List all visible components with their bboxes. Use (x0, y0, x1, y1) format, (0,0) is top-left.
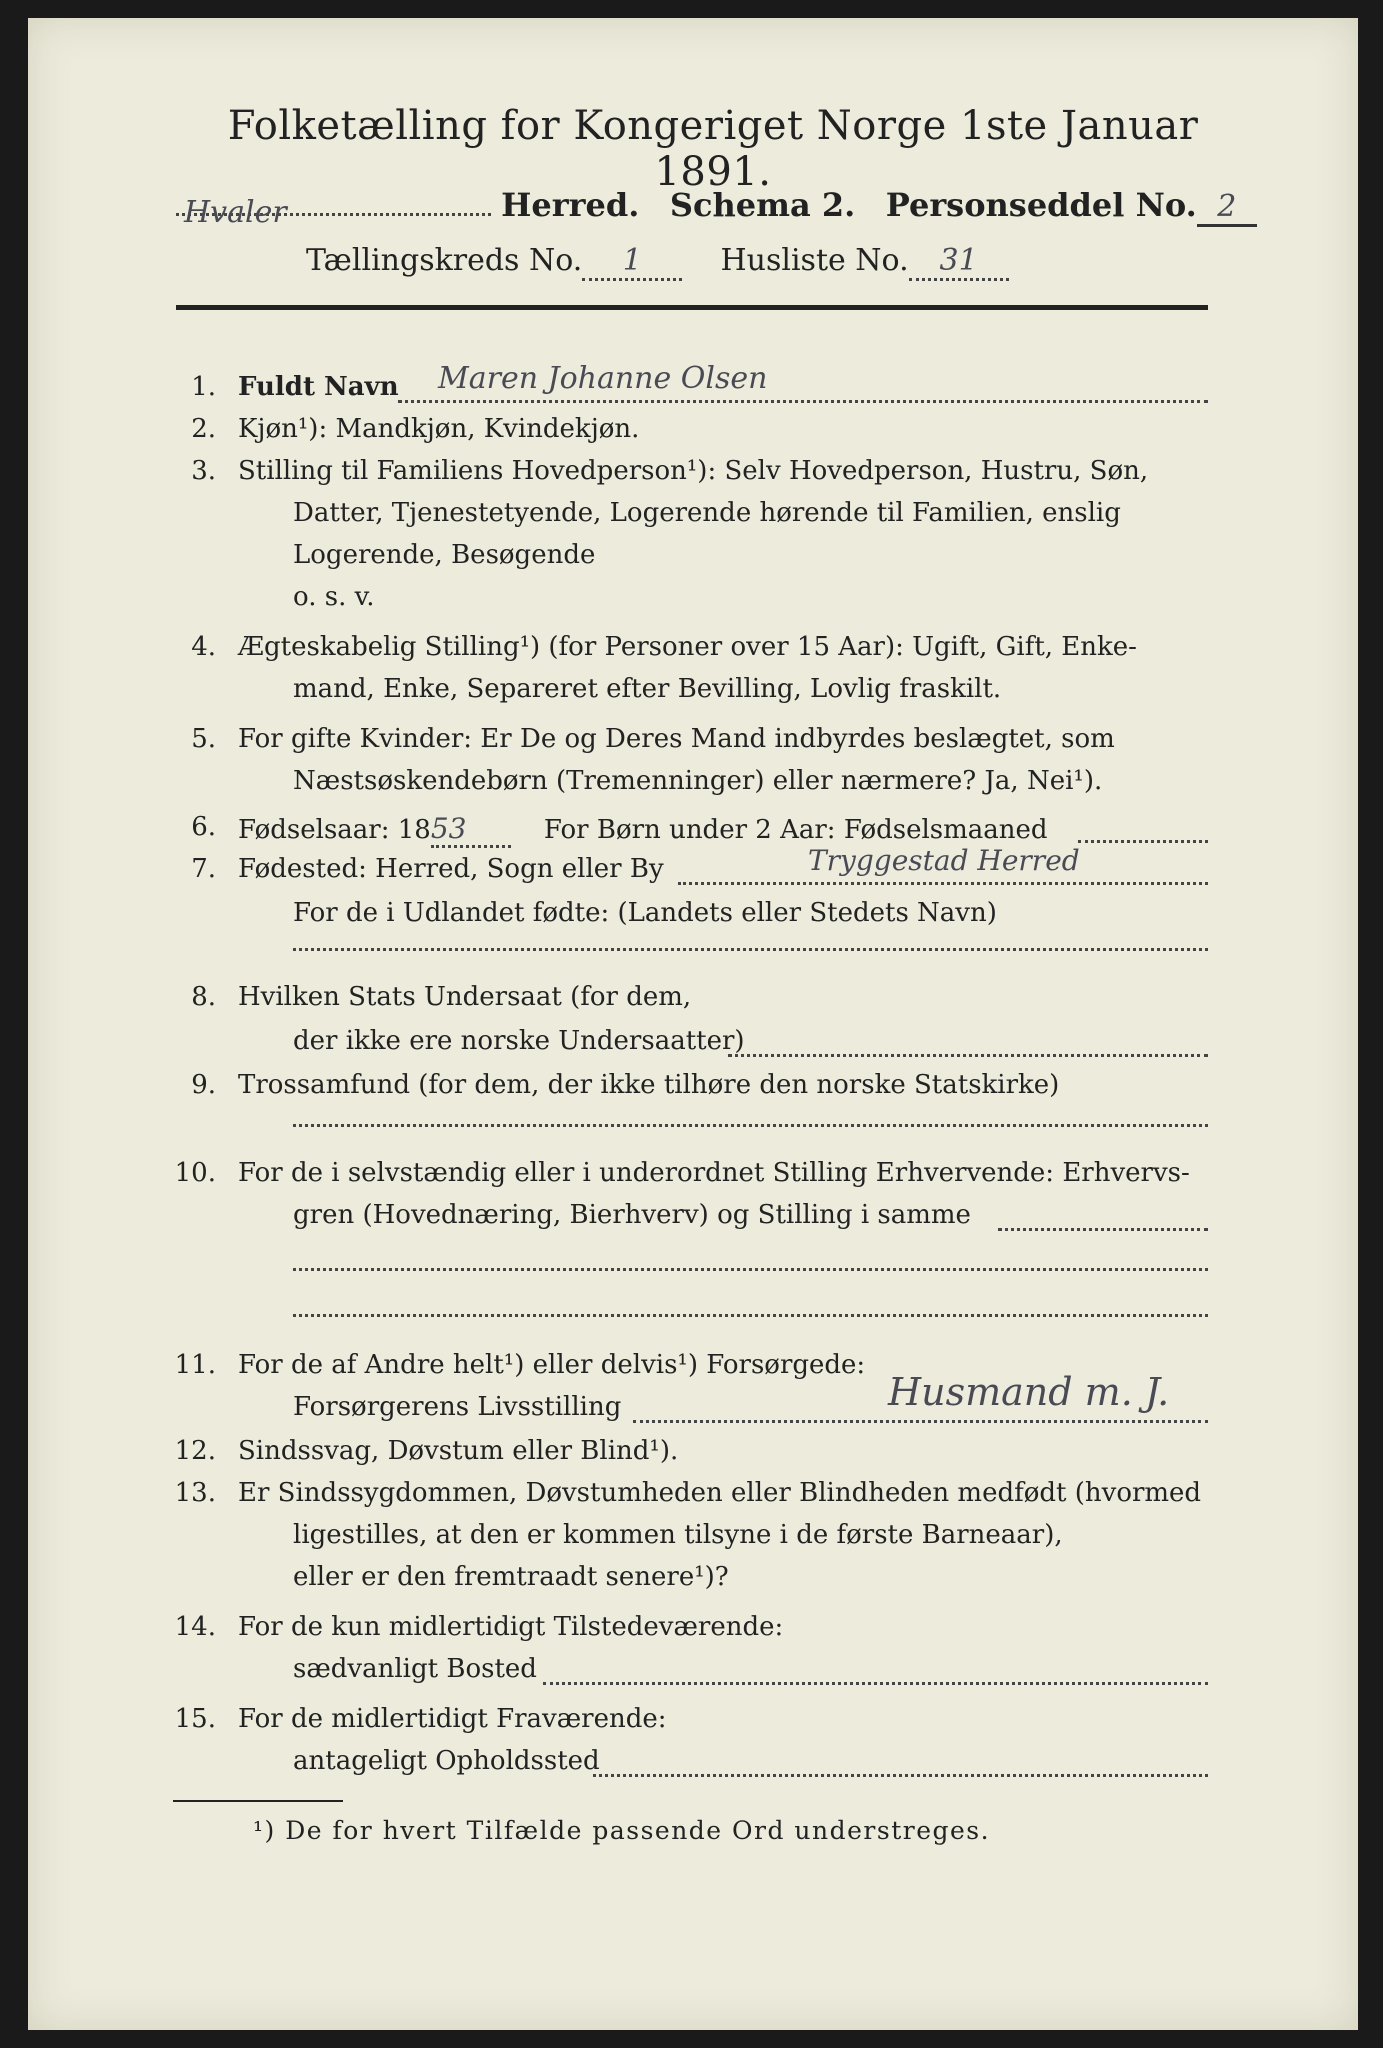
item-10-line2 (293, 1268, 1208, 1271)
kreds-line (306, 243, 1009, 281)
item-15-line (593, 1774, 1208, 1777)
item-11-answer: Husmand m. J. (888, 1370, 1170, 1414)
form-title: Folketælling for Kongeriget Norge 1ste Januar 1891. (227, 103, 1199, 195)
item-number: 3. (191, 456, 216, 486)
item-12-text1: Sindssvag, Døvstum eller Blind¹). (238, 1436, 679, 1466)
item-10-text2: gren (Hovednæring, Bierhverv) og Stilling i samme (293, 1200, 971, 1230)
item-number: 7. (191, 854, 216, 884)
item-number: 2. (191, 414, 216, 444)
footnote: ¹) De for hvert Tilfælde passende Ord understreges. (253, 1816, 991, 1845)
item-9-text1: Trossamfund (for dem, der ikke tilhøre den norske Statskirke) (238, 1070, 1060, 1100)
item-13-text1: Er Sindssygdommen, Døvstumheden eller Blindheden medfødt (hvormed (238, 1478, 1202, 1508)
item-5-text1: For gifte Kvinder: Er De og Deres Mand indbyrdes beslægtet, som (238, 724, 1115, 754)
item-15-text1: For de midlertidigt Fraværende: (238, 1704, 667, 1734)
item-10-line3 (293, 1314, 1208, 1317)
item-14-text2: sædvanligt Bosted (293, 1654, 537, 1684)
husliste-label: Husliste No. (720, 243, 909, 278)
item-number: 4. (191, 632, 216, 662)
item-6-text2: For Børn under 2 Aar: Fødselsmaaned (543, 815, 1048, 845)
item-11-text1: For de af Andre helt¹) eller delvis¹) Forsørgede: (238, 1350, 866, 1380)
item-11-line (633, 1420, 1208, 1423)
personseddel-label: Personseddel No. (885, 186, 1197, 224)
herred-label: Herred. (501, 186, 640, 224)
item-7-label: Fødested: Herred, Sogn eller By (238, 854, 664, 884)
item-3-text1: Stilling til Familiens Hovedperson¹): Selv Hovedperson, Hustru, Søn, (238, 456, 1149, 486)
item-number: 12. (174, 1436, 216, 1466)
item-14-text1: For de kun midlertidigt Tilstedeværende: (238, 1612, 784, 1642)
item-6-month-line (1078, 840, 1208, 843)
header-rule (176, 305, 1208, 310)
item-number: 8. (191, 982, 216, 1012)
item-8-text2: der ikke ere norske Undersaatter) (293, 1026, 745, 1056)
item-8-text1: Hvilken Stats Undersaat (for dem, (238, 982, 692, 1012)
kreds-label: Tællingskreds No. (306, 243, 583, 278)
item-3-text2: Datter, Tjenestetyende, Logerende hørende til Familien, enslig (293, 498, 1121, 528)
item-5-text2: Næstsøskendebørn (Tremenninger) eller nærmere? Ja, Nei¹). (293, 766, 1103, 796)
item-3-text4: o. s. v. (293, 582, 375, 612)
item-1-answer: Maren Johanne Olsen (438, 361, 768, 396)
census-form (28, 18, 1358, 2030)
item-6-label: Fødselsaar: 18 (238, 815, 431, 845)
item-7-answer: Tryggestad Herred (808, 844, 1080, 877)
herred-line (176, 186, 1257, 230)
item-7-text2: For de i Udlandet fødte: (Landets eller Stedets Navn) (293, 898, 997, 928)
item-7-line (678, 882, 1208, 885)
item-4-text2: mand, Enke, Separeret efter Bevilling, Lovlig fraskilt. (293, 674, 1002, 704)
item-number: 10. (174, 1158, 216, 1188)
item-10-line (998, 1228, 1208, 1231)
item-9-line (293, 1124, 1208, 1127)
item-15-text2: antageligt Opholdssted (293, 1746, 600, 1776)
item-number: 15. (174, 1704, 216, 1734)
item-number: 5. (191, 724, 216, 754)
item-2-text: Kjøn¹): Mandkjøn, Kvindekjøn. (238, 414, 640, 444)
item-13-text2: ligestilles, at den er kommen tilsyne i de første Barneaar), (293, 1520, 1063, 1550)
item-1-line (398, 400, 1208, 403)
schema-label: Schema 2. (669, 186, 856, 224)
item-8-line (728, 1054, 1208, 1057)
item-number: 11. (174, 1350, 216, 1380)
item-3-text3: Logerende, Besøgende (293, 540, 596, 570)
item-number: 14. (174, 1612, 216, 1642)
item-6-year: 53 (431, 812, 511, 848)
item-number: 9. (191, 1070, 216, 1100)
husliste-no: 31 (909, 243, 1009, 281)
item-6-line (238, 812, 1048, 848)
item-7-line2 (293, 948, 1208, 951)
personseddel-no: 2 (1197, 189, 1257, 227)
herred-handwritten: Hvaler (184, 195, 287, 230)
item-11-text2: Forsørgerens Livsstilling (293, 1392, 622, 1422)
kreds-no: 1 (582, 243, 682, 281)
item-number: 6. (191, 812, 216, 842)
item-number: 13. (174, 1478, 216, 1508)
item-13-text3: eller er den fremtraadt senere¹)? (293, 1562, 729, 1592)
item-1-label: Fuldt Navn (238, 372, 399, 402)
footnote-rule (173, 1800, 343, 1802)
item-number: 1. (191, 372, 216, 402)
item-10-text1: For de i selvstændig eller i underordnet Stilling Erhvervende: Erhvervs- (238, 1158, 1190, 1188)
item-14-line (543, 1682, 1208, 1685)
herred-field (176, 195, 491, 230)
item-4-text1: Ægteskabelig Stilling¹) (for Personer over 15 Aar): Ugift, Gift, Enke- (238, 632, 1137, 662)
